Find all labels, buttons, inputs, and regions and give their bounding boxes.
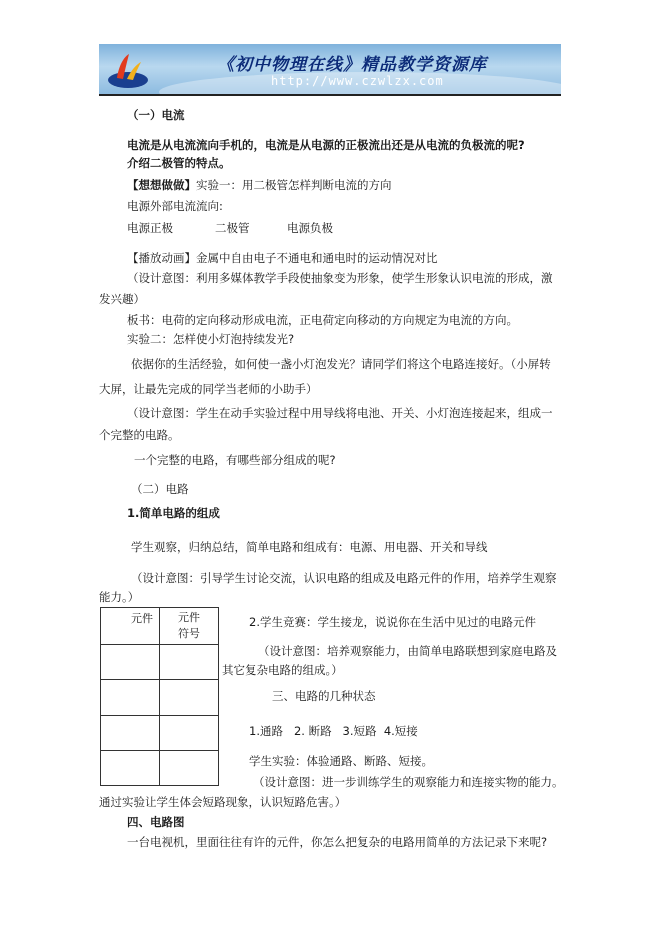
paragraph-line: 板书：电荷的定向移动形成电流，正电荷定向移动的方向规定为电流的方向。 bbox=[127, 313, 518, 327]
paragraph-line: 发兴趣） bbox=[99, 292, 145, 306]
section-heading-states: 三、电路的几种状态 bbox=[272, 689, 376, 703]
table-cell bbox=[101, 645, 160, 680]
table-cell bbox=[101, 751, 160, 786]
paragraph-line: 实验二：怎样使小灯泡持续发光? bbox=[127, 332, 295, 346]
flow-item: 电源负极 bbox=[287, 221, 333, 235]
paragraph-line: 电流是从电流流向手机的，电流是从电源的正极流出还是从电流的负极流的呢? bbox=[127, 138, 525, 152]
paragraph-line: 学生观察，归纳总结，简单电路和组成有：电源、用电器、开关和导线 bbox=[131, 540, 488, 554]
section-heading-current: （一）电流 bbox=[127, 108, 185, 122]
header-rule bbox=[99, 94, 561, 96]
table-cell bbox=[101, 680, 160, 716]
paragraph-line: 电源外部电流流向: bbox=[127, 199, 223, 213]
paragraph-line: （设计意图：利用多媒体教学手段使抽象变为形象，使学生形象认识电流的形成，激 bbox=[127, 271, 553, 285]
paragraph-line: 学生实验：体验通路、断路、短接。 bbox=[249, 754, 433, 768]
paragraph-line: 【播放动画】金属中自由电子不通电和通电时的运动情况对比 bbox=[127, 251, 438, 265]
flow-item: 电源正极 bbox=[127, 221, 173, 235]
paragraph-line: 能力。） bbox=[99, 590, 140, 604]
paragraph-line: （设计意图：培养观察能力，由简单电路联想到家庭电路及 bbox=[258, 644, 557, 658]
paragraph-line: 大屏，让最先完成的同学当老师的小助手） bbox=[99, 382, 318, 396]
flow-item: 二极管 bbox=[215, 221, 250, 235]
table-cell bbox=[160, 680, 219, 716]
section-heading-diagram: 四、电路图 bbox=[127, 815, 185, 829]
paragraph-line bbox=[127, 177, 392, 193]
paragraph-line: 1.通路 2. 断路 3.短路 4.短接 bbox=[249, 724, 418, 738]
table-cell bbox=[160, 645, 219, 680]
subheading: 1.简单电路的组成 bbox=[127, 506, 220, 520]
paragraph-line: 依据你的生活经验，如何使一盏小灯泡发光？请同学们将这个电路连接好。（小屏转 bbox=[131, 357, 551, 371]
label-think-do: 【想想做做】 bbox=[127, 178, 196, 192]
paragraph-line: （设计意图：引导学生讨论交流，认识电路的组成及电路元件的作用，培养学生观察 bbox=[131, 571, 557, 585]
site-logo-icon bbox=[105, 50, 151, 90]
paragraph-line: 个完整的电路。 bbox=[99, 428, 180, 442]
table-header-cell bbox=[101, 608, 160, 645]
experiment-one: 实验一：用二极管怎样判断电流的方向 bbox=[196, 178, 392, 192]
paragraph-line: 2.学生竞赛：学生接龙，说说你在生活中见过的电路元件 bbox=[249, 615, 536, 629]
table-header-label: 元件 bbox=[131, 612, 153, 625]
paragraph-line: 其它复杂电路的组成。） bbox=[222, 663, 343, 677]
table-header-label: 元件符号 bbox=[178, 611, 200, 640]
paragraph-line: 通过实验让学生体会短路现象，认识短路危害。） bbox=[99, 795, 347, 809]
paragraph-line: （设计意图：进一步训练学生的观察能力和连接实物的能力。 bbox=[253, 775, 564, 789]
section-heading-circuit: （二）电路 bbox=[131, 482, 189, 496]
table-header-cell bbox=[160, 608, 219, 645]
paragraph-line: 一台电视机，里面往往有许的元件，你怎么把复杂的电路用简单的方法记录下来呢? bbox=[127, 835, 548, 849]
component-table bbox=[100, 607, 219, 786]
table-cell bbox=[101, 716, 160, 751]
table-cell bbox=[160, 751, 219, 786]
banner-url[interactable]: http://www.czwlzx.com bbox=[271, 74, 444, 88]
banner-title: 《初中物理在线》精品教学资源库 bbox=[217, 55, 487, 75]
paragraph-line: 介绍二极管的特点。 bbox=[127, 156, 231, 170]
table-cell bbox=[160, 716, 219, 751]
header-banner bbox=[99, 44, 561, 94]
paragraph-line: （设计意图：学生在动手实验过程中用导线将电池、开关、小灯泡连接起来，组成一 bbox=[127, 406, 553, 420]
paragraph-line: 一个完整的电路，有哪些部分组成的呢? bbox=[134, 453, 336, 467]
